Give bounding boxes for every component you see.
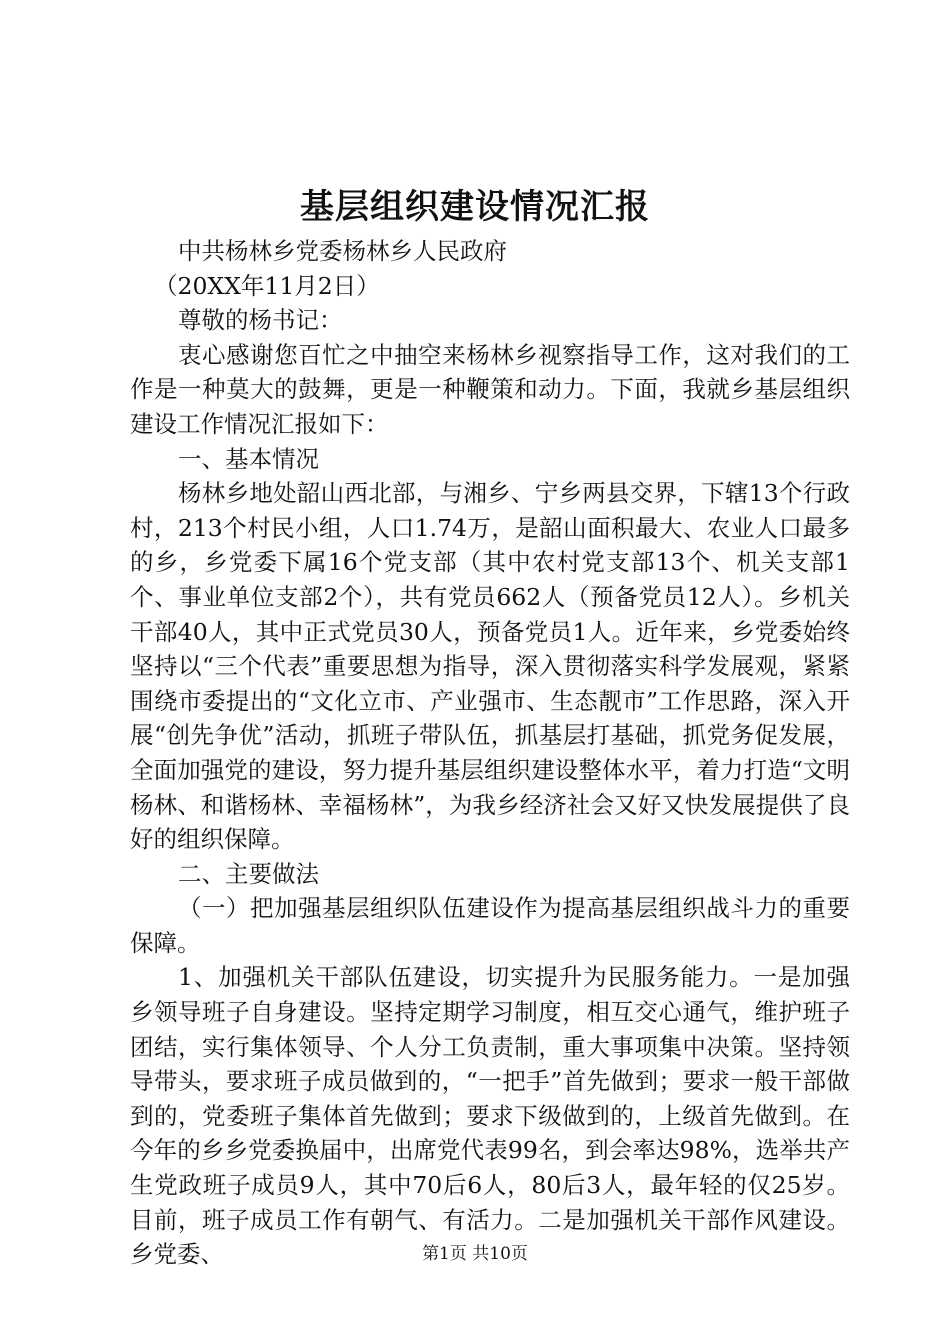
salutation: 尊敬的杨书记：: [178, 306, 343, 335]
date-line: （20XX年11月2日）: [154, 271, 380, 300]
intro-paragraph: 衷心感谢您百忙之中抽空来杨林乡视察指导工作，这对我们的工作是一种莫大的鼓舞，更是一种鞭策和动力。下面，我就乡基层组织建设工作情况汇报如下：: [130, 340, 850, 438]
document-body: [130, 234, 850, 1272]
page-number-footer: 第1页 共10页: [422, 1244, 528, 1264]
document-title: 基层组织建设情况汇报: [300, 187, 650, 227]
section-heading-methods: 二、主要做法: [178, 859, 319, 888]
cadre-team-paragraph: 1、加强机关干部队伍建设，切实提升为民服务能力。一是加强乡领导班子自身建设。坚持定期学习制度，相互交心通气，维护班子团结，实行集体领导、个人分工负责制，重大事项集中决策。坚持领导带头，要求班子成员做到的，“一把手”首先做到；要求一般干部做到的，党委班子集体首先做到；要求下级做到的，上级首先做到。在今年的乡乡党委换届中，出席党代表99名，到会率达98%，选举共产生党政班子成员9人，其中70后6人，80后3人，最年轻的仅25岁。目前，班子成员工作有朝气、有活力。二是加强机关干部作风建设。乡党委、: [130, 963, 850, 1269]
subsection-heading-1: （一）把加强基层组织队伍建设作为提高基层组织战斗力的重要保障。: [130, 894, 850, 957]
issuer-line: 中共杨林乡党委杨林乡人民政府: [178, 237, 507, 265]
section-heading-basic: 一、基本情况: [178, 444, 319, 473]
basic-situation-paragraph: 杨林乡地处韶山西北部，与湘乡、宁乡两县交界，下辖13个行政村，213个村民小组，人口1.74万，是韶山面积最大、农业人口最多的乡，乡党委下属16个党支部（其中农村党支部13个、机关支部1个、事业单位支部2个），共有党员662人（预备党员12人）。乡机关干部40人，其中正式党员30人，预备党员1人。近年来，乡党委始终坚持以“三个代表”重要思想为指导，深入贯彻落实科学发展观，紧紧围绕市委提出的“文化立市、产业强市、生态靓市”工作思路，深入开展“创先争优”活动，抓班子带队伍，抓基层打基础，抓党务促发展，全面加强党的建设，努力提升基层组织建设整体水平，着力打造“文明杨林、和谐杨林、幸福杨林”，为我乡经济社会又好又快发展提供了良好的组织保障。: [130, 479, 850, 854]
